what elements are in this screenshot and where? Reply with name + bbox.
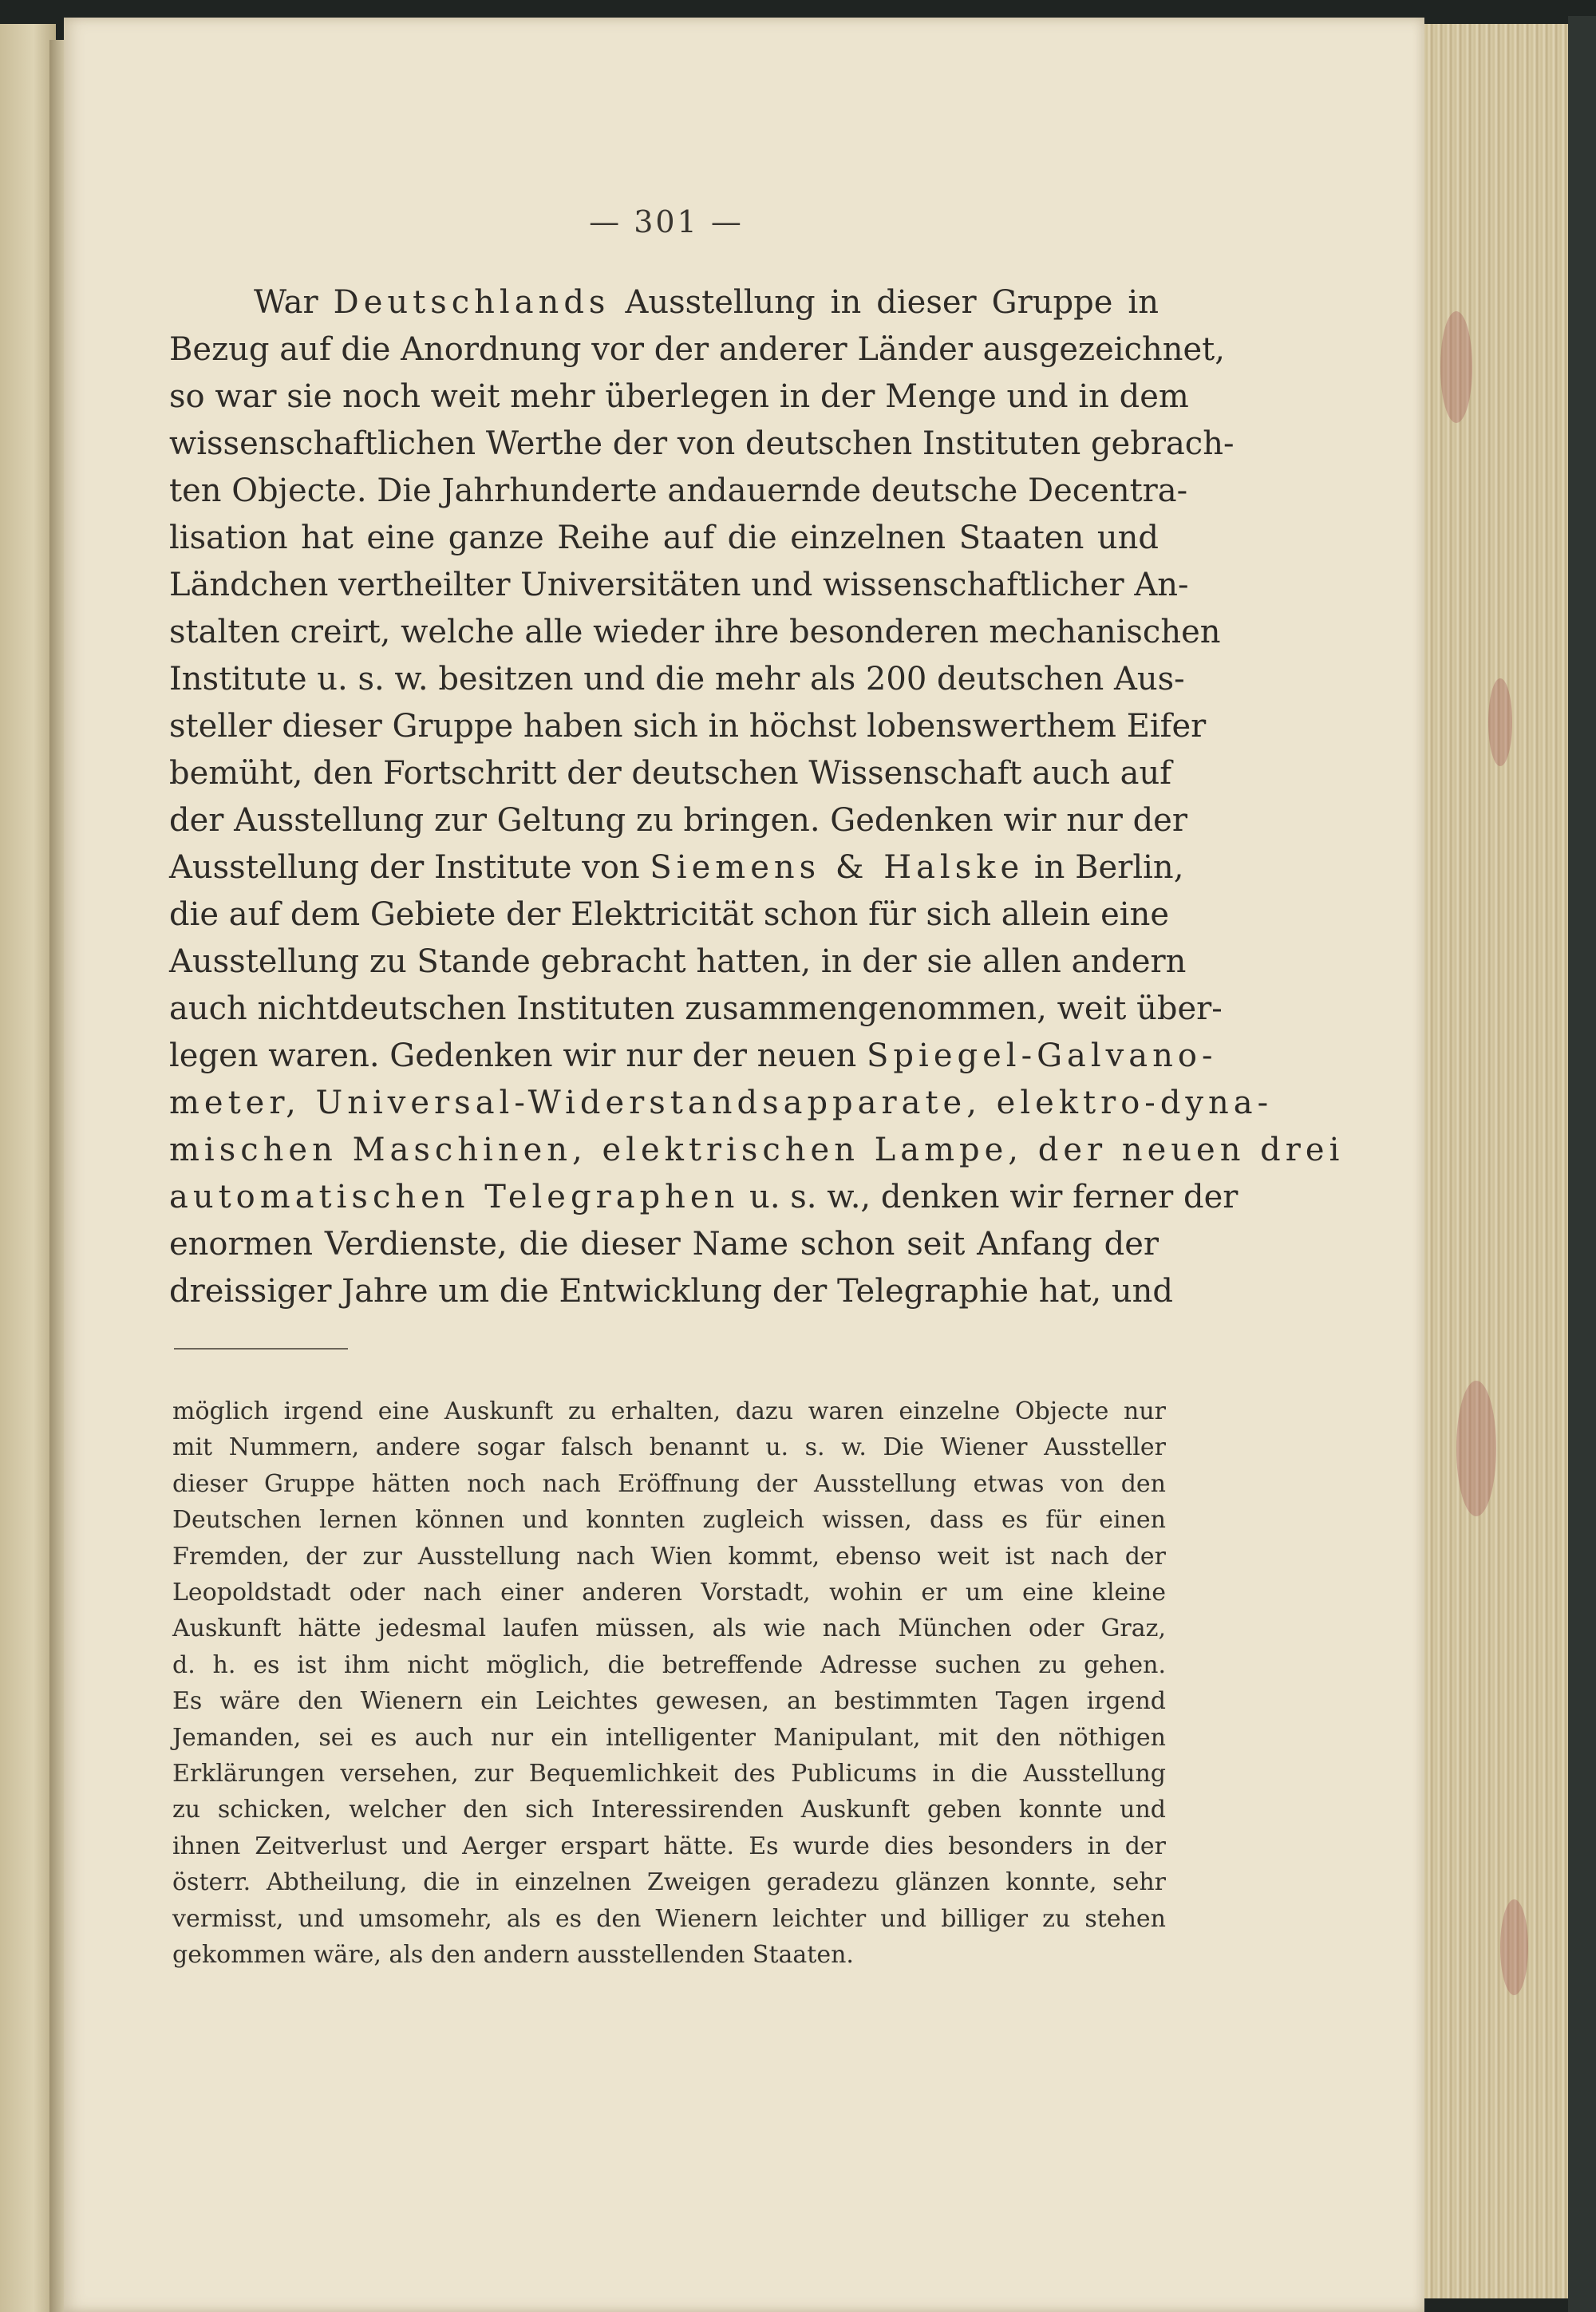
- text-line: ten Objecte. Die Jahrhunderte andauernde deutsche Decentra-: [169, 472, 1188, 509]
- text-line: Ausstellung zu Stande gebracht hatten, in der sie allen andern: [169, 943, 1187, 980]
- text-line: so war sie noch weit mehr überlegen in der Menge und in dem: [169, 378, 1189, 415]
- text-line: stalten creirt, welche alle wieder ihre besonderen mechanischen: [169, 614, 1221, 650]
- footnote-line: zu schicken, welcher den sich Interessirenden Auskunft geben konnte und: [172, 1796, 1166, 1824]
- emphasized-text: mischen Maschinen, elektrischen Lampe, der neuen drei: [169, 1132, 1345, 1168]
- page-number: — 301 —: [589, 204, 744, 239]
- emphasized-text: Deutschlands: [333, 284, 610, 321]
- text-line: [169, 1080, 1274, 1127]
- foxing-stain: [1440, 311, 1472, 423]
- text-line: der Ausstellung zur Geltung zu bringen. Gedenken wir nur der: [169, 802, 1187, 839]
- footnote-text: [172, 1393, 1166, 1974]
- text-line: [169, 844, 1184, 891]
- page-stack-edges: [1424, 24, 1568, 2298]
- text-line: die auf dem Gebiete der Elektricität schon für sich allein eine: [169, 896, 1170, 933]
- footnote-line: Es wäre den Wienern ein Leichtes gewesen, an bestimmten Tagen irgend: [172, 1687, 1166, 1716]
- text-line: Institute u. s. w. besitzen und die mehr als 200 deutschen Aus-: [169, 661, 1185, 698]
- footnote-line: dieser Gruppe hätten noch nach Eröffnung der Ausstellung etwas von den: [172, 1469, 1166, 1498]
- emphasized-text: meter, Universal-Widerstandsapparate, elektro-dyna-: [169, 1085, 1274, 1121]
- footnote-line: österr. Abtheilung, die in einzelnen Zweigen geradezu glänzen konnte, sehr: [172, 1868, 1166, 1897]
- left-page-edge: [0, 24, 56, 2312]
- main-text: [169, 279, 1345, 1315]
- text-segment: in Berlin,: [1024, 849, 1184, 886]
- footnote-line: Auskunft hätte jedesmal laufen müssen, als wie nach München oder Graz,: [172, 1614, 1166, 1643]
- footnote-line: gekommen wäre, als den andern ausstellenden Staaten.: [172, 1941, 854, 1970]
- text-line: [169, 1127, 1345, 1174]
- text-line: [169, 1174, 1238, 1221]
- emphasized-text: automatischen Telegraphen: [169, 1179, 740, 1215]
- text-segment: Ausstellung in dieser Gruppe in: [610, 284, 1159, 321]
- footnote-line: vermisst, und umsomehr, als es den Wienern leichter und billiger zu stehen: [172, 1904, 1166, 1933]
- text-line: wissenschaftlichen Werthe der von deutschen Instituten gebrach-: [169, 425, 1235, 462]
- footnote-line: Deutschen lernen können und konnten zugleich wissen, dass es für einen: [172, 1506, 1166, 1535]
- text-line: [169, 279, 1159, 326]
- text-segment: legen waren. Gedenken wir nur der neuen: [169, 1037, 867, 1074]
- emphasized-text: Spiegel-Galvano-: [867, 1037, 1218, 1074]
- foxing-stain: [1456, 1381, 1496, 1516]
- text-line: Bezug auf die Anordnung vor der anderer Länder ausgezeichnet,: [169, 331, 1225, 368]
- footnote-line: möglich irgend eine Auskunft zu erhalten, dazu waren einzelne Objecte nur: [172, 1397, 1166, 1425]
- text-line: bemüht, den Fortschritt der deutschen Wissenschaft auch auf: [169, 755, 1172, 792]
- emphasized-text: Siemens & Halske: [650, 849, 1025, 886]
- text-segment: War: [254, 284, 334, 321]
- text-line: [169, 1033, 1218, 1080]
- footnote-line: Fremden, der zur Ausstellung nach Wien kommt, ebenso weit ist nach der: [172, 1542, 1166, 1571]
- text-line: enormen Verdienste, die dieser Name schon seit Anfang der: [169, 1226, 1159, 1263]
- foxing-stain: [1488, 678, 1512, 766]
- footnote-line: Jemanden, sei es auch nur ein intelligenter Manipulant, mit den nöthigen: [172, 1723, 1166, 1752]
- text-line: steller dieser Gruppe haben sich in höchst lobenswerthem Eifer: [169, 708, 1207, 745]
- text-segment: u. s. w., denken wir ferner der: [739, 1179, 1238, 1215]
- foxing-stain: [1500, 1899, 1528, 1995]
- footnote-line: d. h. es ist ihm nicht möglich, die betreffende Adresse suchen zu gehen.: [172, 1650, 1166, 1679]
- footnote-line: mit Nummern, andere sogar falsch benannt u. s. w. Die Wiener Aussteller: [172, 1433, 1166, 1462]
- footnote-line: Erklärungen versehen, zur Bequemlichkeit des Publicums in die Ausstellung: [172, 1760, 1166, 1788]
- text-line: dreissiger Jahre um die Entwicklung der Telegraphie hat, und: [169, 1273, 1174, 1310]
- book-cover-edge: [1568, 16, 1596, 2312]
- footnote-divider: [174, 1348, 348, 1350]
- text-line: Ländchen vertheilter Universitäten und wissenschaftlicher An-: [169, 567, 1189, 603]
- text-line: auch nichtdeutschen Instituten zusammengenommen, weit über-: [169, 990, 1223, 1027]
- footnote-line: ihnen Zeitverlust und Aerger erspart hätte. Es wurde dies besonders in der: [172, 1832, 1166, 1860]
- footnote-line: Leopoldstadt oder nach einer anderen Vorstadt, wohin er um eine kleine: [172, 1579, 1166, 1607]
- text-segment: Ausstellung der Institute von: [169, 849, 650, 886]
- text-line: lisation hat eine ganze Reihe auf die einzelnen Staaten und: [169, 520, 1159, 556]
